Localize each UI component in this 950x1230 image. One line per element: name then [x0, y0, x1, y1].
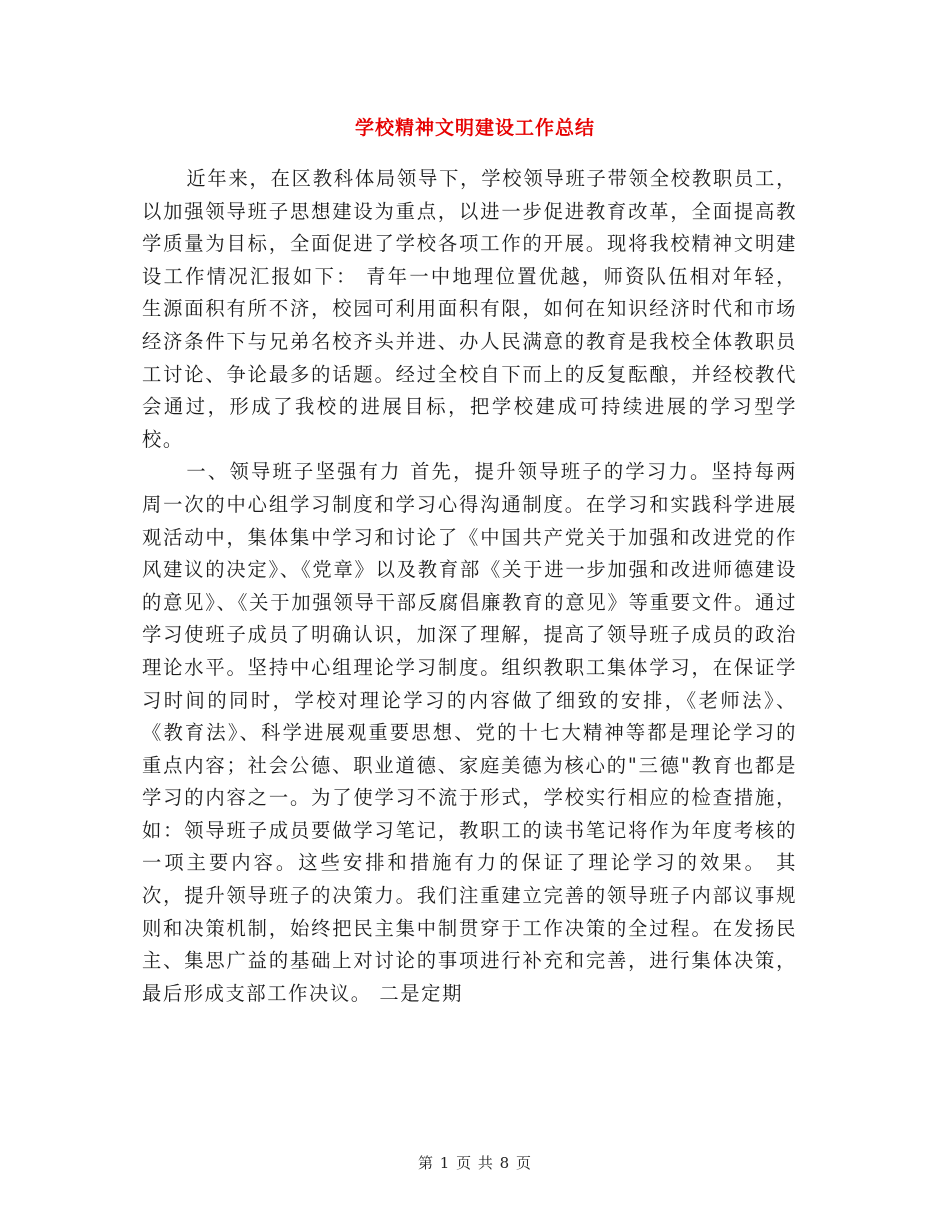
paragraph-leadership: 一、领导班子坚强有力 首先，提升领导班子的学习力。坚持每两周一次的中心组学习制度和学习心得沟通制度。在学习和实践科学进展观活动中，集体集中学习和讨论了《中国共产党关于加强和改进党的作风建议的决定》、《党章》以及教育部《关于进一步加强和改进师德建设的意见》、《关于加强领导干部反腐倡廉教育的意见》等重要文件。通过学习使班子成员了明确认识，加深了理解，提高了领导班子成员的政治理论水平。坚持中心组理论学习制度。组织教职工集体学习，在保证学习时间的同时，学校对理论学习的内容做了细致的安排，《老师法》、《教育法》、科学进展观重要思想、党的十七大精神等都是理论学习的重点内容；社会公德、职业道德、家庭美德为核心的"三德"教育也都是学习的内容之一。为了使学习不流于形式，学校实行相应的检查措施，如：领导班子成员要做学习笔记，教职工的读书笔记将作为年度考核的一项主要内容。这些安排和措施有力的保证了理论学习的效果。 其次，提升领导班子的决策力。我们注重建立完善的领导班子内部议事规则和决策机制，始终把民主集中制贯穿于工作决策的全过程。在发扬民主、集思广益的基础上对讨论的事项进行补充和完善，进行集体决策，最后形成支部工作决议。 二是定期 — [142, 460, 797, 1005]
document-body — [142, 163, 797, 1010]
document-title: 学校精神文明建设工作总结 — [354, 117, 595, 139]
paragraph-intro: 近年来，在区教科体局领导下，学校领导班子带领全校教职员工，以加强领导班子思想建设为重点，以进一步促进教育改革，全面提高教学质量为目标，全面促进了学校各项工作的开展。现将我校精神文明建设工作情况汇报如下： 青年一中地理位置优越，师资队伍相对年轻，生源面积有所不济，校园可利用面积有限，如何在知识经济时代和市场经济条件下与兄弟名校齐头并进、办人民满意的教育是我校全体教职员工讨论、争论最多的话题。经过全校自下而上的反复酝酿，并经校教代会通过，形成了我校的进展目标，把学校建成可持续进展的学习型学校。 — [142, 167, 797, 451]
page-number-footer: 第 1 页 共 8 页 — [418, 1154, 532, 1172]
